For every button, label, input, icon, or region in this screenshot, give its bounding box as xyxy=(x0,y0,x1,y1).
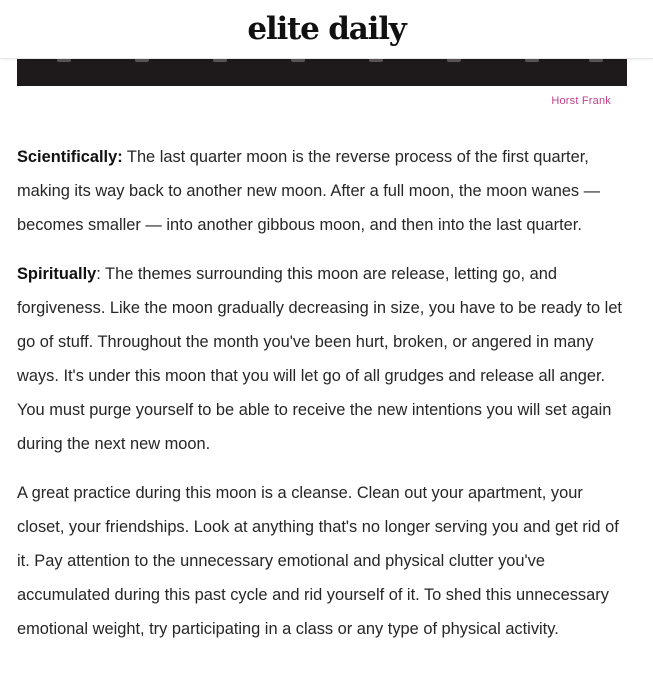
paragraph-spiritually xyxy=(17,257,633,461)
paragraph-label: Spiritually xyxy=(17,265,97,283)
site-header xyxy=(0,0,653,59)
paragraph-text: : The themes surrounding this moon are release, letting go, and forgiveness. Like the moon gradually decreasing in size, you have to be ready to let go of stuff. Throughout the month you've been hurt, broken, or angered in many ways. It's under this moon that you will let go of all grudges and release all anger. You must purge yourself to be able to receive the new intentions you will set again during the next new moon. xyxy=(17,265,622,453)
paragraph-label: Scientifically: xyxy=(17,148,123,166)
site-logo[interactable]: elite daily xyxy=(247,11,406,47)
paragraph-cleanse xyxy=(17,476,633,646)
paragraph-text: The last quarter moon is the reverse process of the first quarter, making its way back to another new moon. After a full moon, the moon wanes — becomes smaller — into another gibbous moon, and then into the last quarter. xyxy=(17,148,601,234)
paragraph-text: A great practice during this moon is a cleanse. Clean out your apartment, your closet, your friendships. Look at anything that's no longer serving you and get rid of it. Pay attention to the unnecessary emotional and physical clutter you've accumulated during this past cycle and rid yourself of it. To shed this unnecessary emotional weight, try participating in a class or any type of physical activity. xyxy=(17,484,619,638)
paragraph-scientifically xyxy=(17,140,633,242)
article-body xyxy=(17,140,633,661)
moon-phases-image xyxy=(17,58,627,86)
image-credit[interactable]: Horst Frank xyxy=(551,95,611,107)
